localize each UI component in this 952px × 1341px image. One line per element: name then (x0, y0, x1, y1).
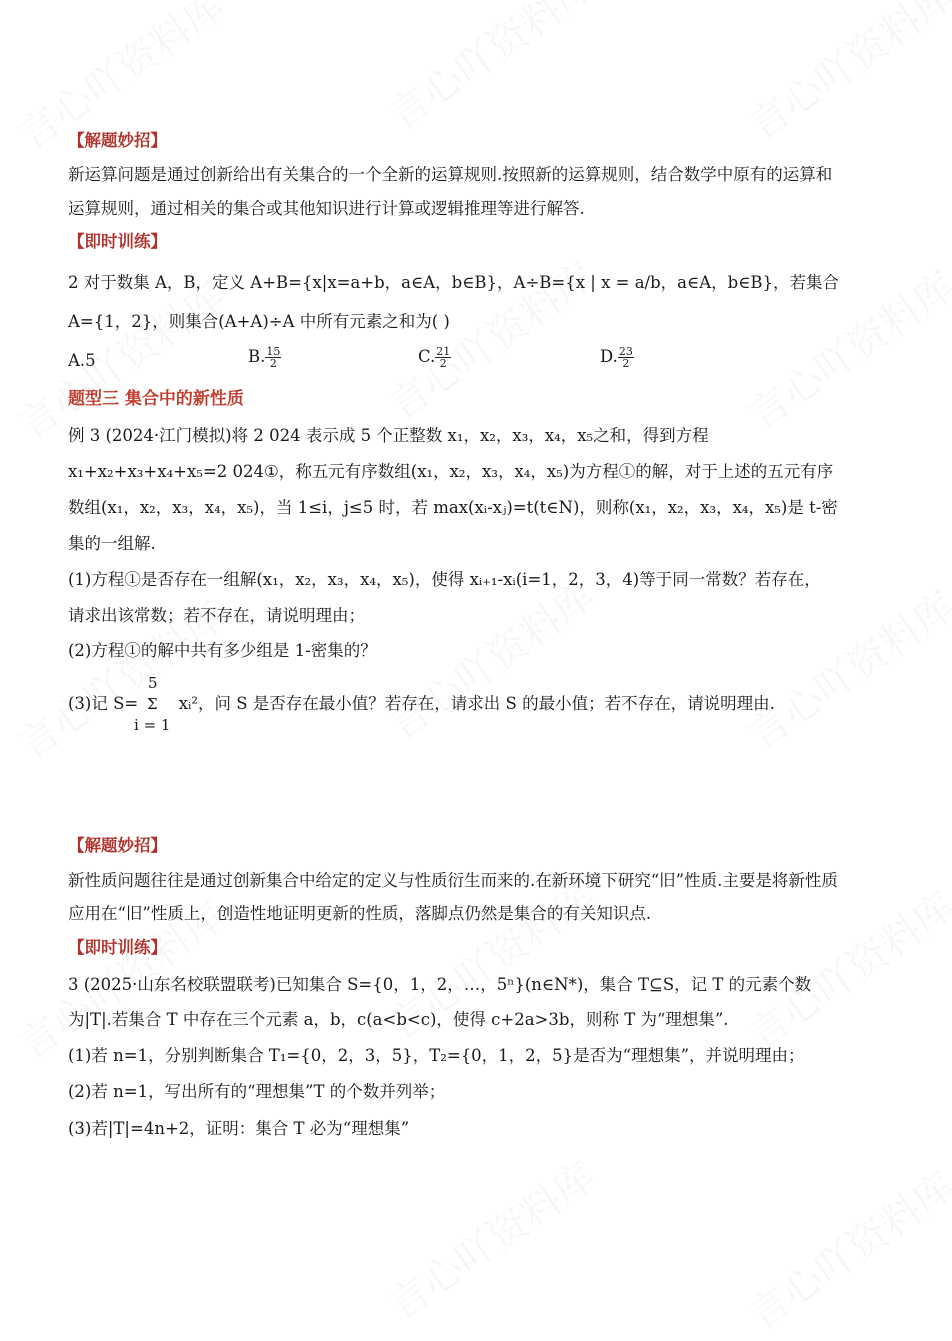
option-b (248, 346, 281, 369)
sum-upper: 5 (148, 674, 158, 692)
option-a (68, 351, 96, 370)
section-title: 题型三 集合中的新性质 (68, 389, 244, 409)
sum-lower: i = 1 (134, 716, 171, 734)
question-line: (2)若 n=1，写出所有的“理想集”T 的个数并列举； (68, 1082, 446, 1101)
sum-symbol: Σ (147, 695, 158, 713)
example-line: x₁+x₂+x₃+x₄+x₅=2 024①，称五元有序数组(x₁，x₂，x₃，x₄，x₅)为方程①的解，对于上述的五元有序 (68, 462, 834, 481)
q3-text: xᵢ²，问 S 是否存在最小值？若存在，请求出 S 的最小值；若不存在，请说明理由. (178, 694, 775, 713)
watermark (375, 0, 604, 141)
watermark (375, 1146, 604, 1330)
question-line: 3 (2025·山东名校联盟联考)已知集合 S={0，1，2，…，5ⁿ}(n∈N*)，集合 T⊆S，记 T 的元素个数 (68, 975, 812, 994)
numerator: 21 (436, 345, 451, 358)
denominator: 2 (439, 357, 447, 370)
numerator: 15 (266, 345, 281, 358)
option-label: C. (418, 347, 436, 366)
option-c (418, 346, 451, 369)
paragraph-line: 运算规则，通过相关的集合或其他知识进行计算或逻辑推理等进行解答. (68, 199, 585, 218)
example-line: 请求出该常数；若不存在，请说明理由； (68, 606, 365, 625)
option-label: B. (248, 347, 266, 366)
option-value: 5 (85, 351, 96, 370)
paragraph-line: 新性质问题往往是通过创新集合中给定的定义与性质衍生而来的.在新环境下研究“旧”性质.主要是将新性质 (68, 871, 838, 890)
watermark (735, 876, 952, 1060)
denominator: 2 (622, 357, 630, 370)
example-line: 数组(x₁，x₂，x₃，x₄，x₅)，当 1≤i，j≤5 时，若 max(xᵢ-xⱼ)=t(t∈N)，则称(x₁，x₂，x₃，x₄，x₅)是 t-密 (68, 498, 838, 517)
option-label: D. (600, 347, 618, 366)
training-heading: 【即时训练】 (68, 938, 167, 957)
option-label: A. (68, 351, 86, 370)
q3-prefix: (3)记 S= (68, 694, 139, 713)
question-line: (1)若 n=1，分别判断集合 T₁={0，2，3，5}，T₂={0，1，2，5}是否为“理想集”，并说明理由； (68, 1046, 805, 1065)
question-line: 为|T|.若集合 T 中存在三个元素 a，b，c(a<b<c)，使得 c+2a>3b，则称 T 为“理想集”. (68, 1010, 729, 1029)
example-line: 例 3 (2024·江门模拟)将 2 024 表示成 5 个正整数 x₁，x₂，x₃，x₄，x₅之和，得到方程 (68, 426, 709, 445)
question-line: 2 对于数集 A，B，定义 A+B={x|x=a+b，a∈A，b∈B}，A÷B={x | x = a/b，a∈A，b∈B}，若集合 (68, 273, 840, 292)
watermark (375, 566, 604, 750)
watermark (735, 0, 952, 151)
example-line: (2)方程①的解中共有多少组是 1-密集的？ (68, 641, 377, 660)
example-line: (1)方程①是否存在一组解(x₁，x₂，x₃，x₄，x₅)，使得 xᵢ₊₁-xᵢ(i=1，2，3，4)等于同一常数？若存在， (68, 570, 821, 589)
example-q3 (68, 693, 775, 715)
tips-heading: 【解题妙招】 (68, 131, 167, 150)
tips-heading: 【解题妙招】 (68, 836, 167, 855)
watermark (735, 1156, 952, 1340)
example-line: 集的一组解. (68, 534, 156, 553)
watermark (735, 576, 952, 760)
training-heading: 【即时训练】 (68, 232, 167, 251)
option-d (600, 346, 634, 369)
paragraph-line: 应用在“旧”性质上，创造性地证明更新的性质，落脚点仍然是集合的有关知识点. (68, 904, 652, 923)
numerator: 23 (618, 345, 633, 358)
paragraph-line: 新运算问题是通过创新给出有关集合的一个全新的运算规则.按照新的运算规则，结合数学中原有的运算和 (68, 165, 833, 184)
question-line: (3)若|T|=4n+2，证明：集合 T 必为“理想集” (68, 1119, 410, 1138)
denominator: 2 (269, 357, 277, 370)
question-line: A={1，2}，则集合(A+A)÷A 中所有元素之和为( ) (68, 312, 450, 331)
